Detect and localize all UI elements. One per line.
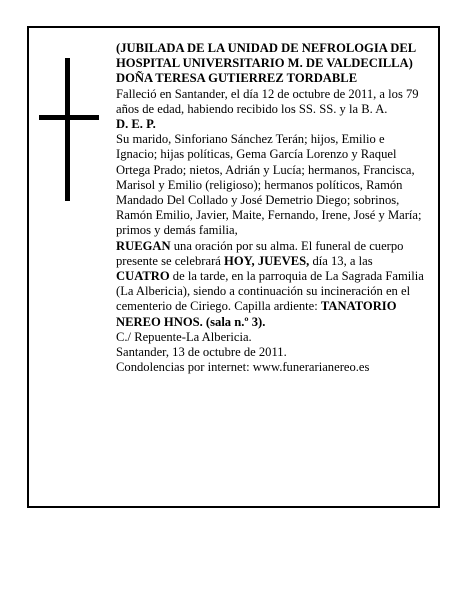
funeral-text-1: una oración por su alma. El funeral de cuerpo presente se celebrará	[116, 238, 404, 268]
cross-vertical-bar	[65, 58, 70, 201]
prayer-request: RUEGAN	[116, 238, 171, 253]
affiliation: (JUBILADA DE LA UNIDAD DE NEFROLOGIA DEL HOSPITAL UNIVERSITARIO M. DE VALDECILLA)	[116, 41, 416, 71]
chapel-address: C./ Repuente-La Albericia.	[116, 329, 252, 344]
funeral-text-3: de la tarde, en la parroquia de La Sagrada Familia (La Albericia), siendo a continuación su incineración en el cementerio de Ciriego. Capilla ardiente:	[116, 269, 424, 314]
obituary-notice	[27, 26, 440, 508]
notice-text	[116, 41, 428, 375]
condolences-line: Condolencias por internet: www.funerarianereo.es	[116, 360, 370, 375]
place-date: Santander, 13 de octubre de 2011.	[116, 345, 287, 360]
cross-icon	[39, 58, 99, 201]
family-list: Su marido, Sinforiano Sánchez Terán; hijos, Emilio e Ignacio; hijas políticas, Gema García Lorenzo y Raquel Ortega Prado; nietos, Adrián y Lucía; hermanos, Francisca, Marisol y Emilio (religioso); hermanos políticos, Ramón Mandado Del Collado y José Demetrio Diego; sobrinos, Ramón Emilio, Javier, Maite, Fernando, Irene, José y María; primos y demás familia,	[116, 132, 422, 238]
death-info: Falleció en Santander, el día 12 de octubre de 2011, a los 79 años de edad, habiendo recibido los SS. SS. y la B. A.	[116, 86, 419, 116]
dep-abbreviation: D. E. P.	[116, 117, 156, 132]
funeral-hour: CUATRO	[116, 269, 170, 284]
funeral-paragraph	[116, 239, 428, 330]
chapel-name: TANATORIO NEREO HNOS. (sala n.º 3).	[116, 299, 397, 329]
funeral-text-2: día 13, a las	[309, 253, 373, 268]
funeral-day: HOY, JUEVES,	[224, 253, 310, 268]
deceased-name: DOÑA TERESA GUTIERREZ TORDABLE	[116, 71, 358, 86]
cross-horizontal-bar	[39, 115, 99, 120]
